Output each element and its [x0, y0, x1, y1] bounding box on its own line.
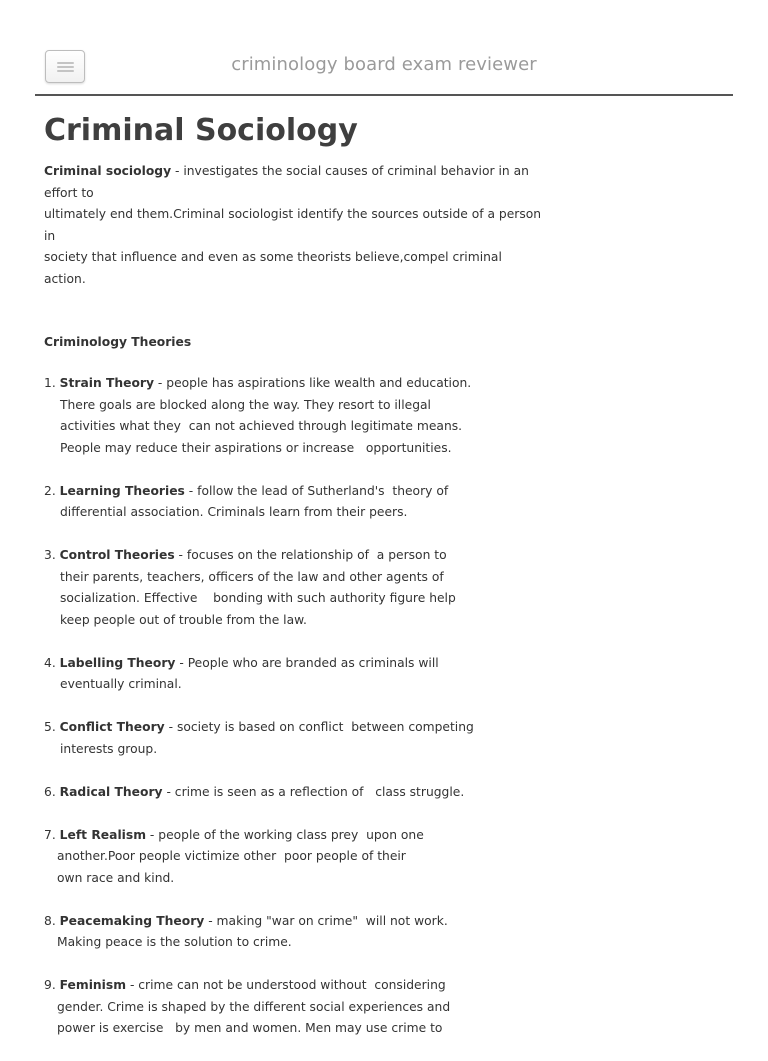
theory-description: - People who are branded as criminals will	[175, 655, 439, 670]
theory-number: 6.	[44, 784, 60, 799]
theory-name: Feminism	[59, 978, 127, 992]
theory-number: 1.	[44, 376, 60, 390]
theory-continuation-line: There goals are blocked along the way. They resort to illegal	[60, 397, 431, 412]
theory-number: 8.	[44, 913, 60, 928]
theory-continuation-line: People may reduce their aspirations or increase opportunities.	[60, 440, 452, 455]
theory-continuation-line: power is exercise by men and women. Men may use crime to	[57, 1021, 443, 1035]
article	[44, 112, 544, 1061]
theory-description: - people of the working class prey upon one	[146, 827, 424, 842]
theory-first-line	[44, 975, 544, 997]
theory-continuation-line: gender. Crime is shaped by the different social experiences and	[57, 999, 451, 1014]
theory-continuation-line: another.Poor people victimize other poor people of their	[57, 849, 406, 863]
intro-line-1: - investigates the social causes of criminal behavior in an effort to	[44, 164, 529, 200]
theory-number: 2.	[44, 483, 60, 498]
theory-continuation-line: their parents, teachers, officers of the law and other agents of	[60, 569, 444, 584]
theory-item	[44, 782, 544, 804]
theory-item	[44, 825, 544, 890]
theory-name: Learning Theories	[59, 483, 185, 498]
theory-first-line	[44, 911, 544, 933]
theory-first-line	[44, 545, 544, 567]
theory-continuation-line: eventually criminal.	[60, 677, 182, 691]
intro-line-3: society that influence and even as some theorists believe,compel criminal action.	[44, 250, 502, 286]
theory-name: Control Theories	[59, 548, 175, 562]
theory-item	[44, 545, 544, 631]
theory-continuation-line: socialization. Effective bonding with such authority figure help	[60, 591, 456, 605]
theory-description: - making "war on crime" will not work.	[204, 913, 448, 928]
theory-description: - crime can not be understood without considering	[126, 978, 446, 992]
theory-continuation-line: differential association. Criminals learn from their peers.	[60, 505, 408, 519]
theory-description: - follow the lead of Sutherland's theory of	[184, 483, 449, 498]
theory-description: - focuses on the relationship of a person to	[174, 548, 447, 562]
theory-first-line	[44, 481, 544, 503]
theory-name: Strain Theory	[59, 376, 155, 390]
theory-number: 3.	[44, 548, 60, 562]
intro-line-2: ultimately end them.Criminal sociologist identify the sources outside of a person in	[44, 207, 542, 243]
theory-number: 4.	[44, 655, 60, 670]
theory-first-line	[44, 825, 544, 847]
theory-description: - crime is seen as a reflection of class struggle.	[162, 784, 465, 799]
top-bar	[35, 42, 733, 96]
theory-name: Radical Theory	[59, 784, 163, 799]
theory-item	[44, 373, 544, 459]
section-heading: Criminology Theories	[44, 335, 192, 349]
theory-number: 9.	[44, 978, 60, 992]
theory-list	[44, 373, 544, 1040]
theory-name: Peacemaking Theory	[59, 913, 205, 928]
theory-continuation-line: keep people out of trouble from the law.	[60, 612, 307, 627]
theory-item	[44, 653, 544, 696]
theory-continuation-line: interests group.	[60, 741, 158, 756]
theory-description: - society is based on conflict between competing	[164, 720, 474, 734]
theory-description: - people has aspirations like wealth and education.	[154, 376, 472, 390]
theory-continuation-line: activities what they can not achieved through legitimate means.	[60, 419, 463, 433]
theory-number: 5.	[44, 720, 60, 734]
theory-item	[44, 481, 544, 524]
theory-name: Labelling Theory	[59, 655, 176, 670]
theory-first-line	[44, 373, 544, 395]
theory-name: Conflict Theory	[59, 720, 165, 734]
theory-item	[44, 911, 544, 954]
theory-first-line	[44, 782, 544, 804]
theory-item	[44, 717, 544, 760]
theory-item	[44, 975, 544, 1040]
theory-continuation-line: own race and kind.	[57, 870, 175, 885]
intro-term: Criminal sociology	[44, 164, 172, 178]
intro-paragraph	[44, 161, 544, 290]
theory-number: 7.	[44, 827, 60, 842]
site-title[interactable]: criminology board exam reviewer	[231, 54, 537, 75]
page-title: Criminal Sociology	[44, 113, 358, 148]
theory-first-line	[44, 717, 544, 739]
theory-name: Left Realism	[59, 827, 147, 842]
theory-first-line	[44, 653, 544, 675]
theory-continuation-line: Making peace is the solution to crime.	[57, 935, 292, 949]
